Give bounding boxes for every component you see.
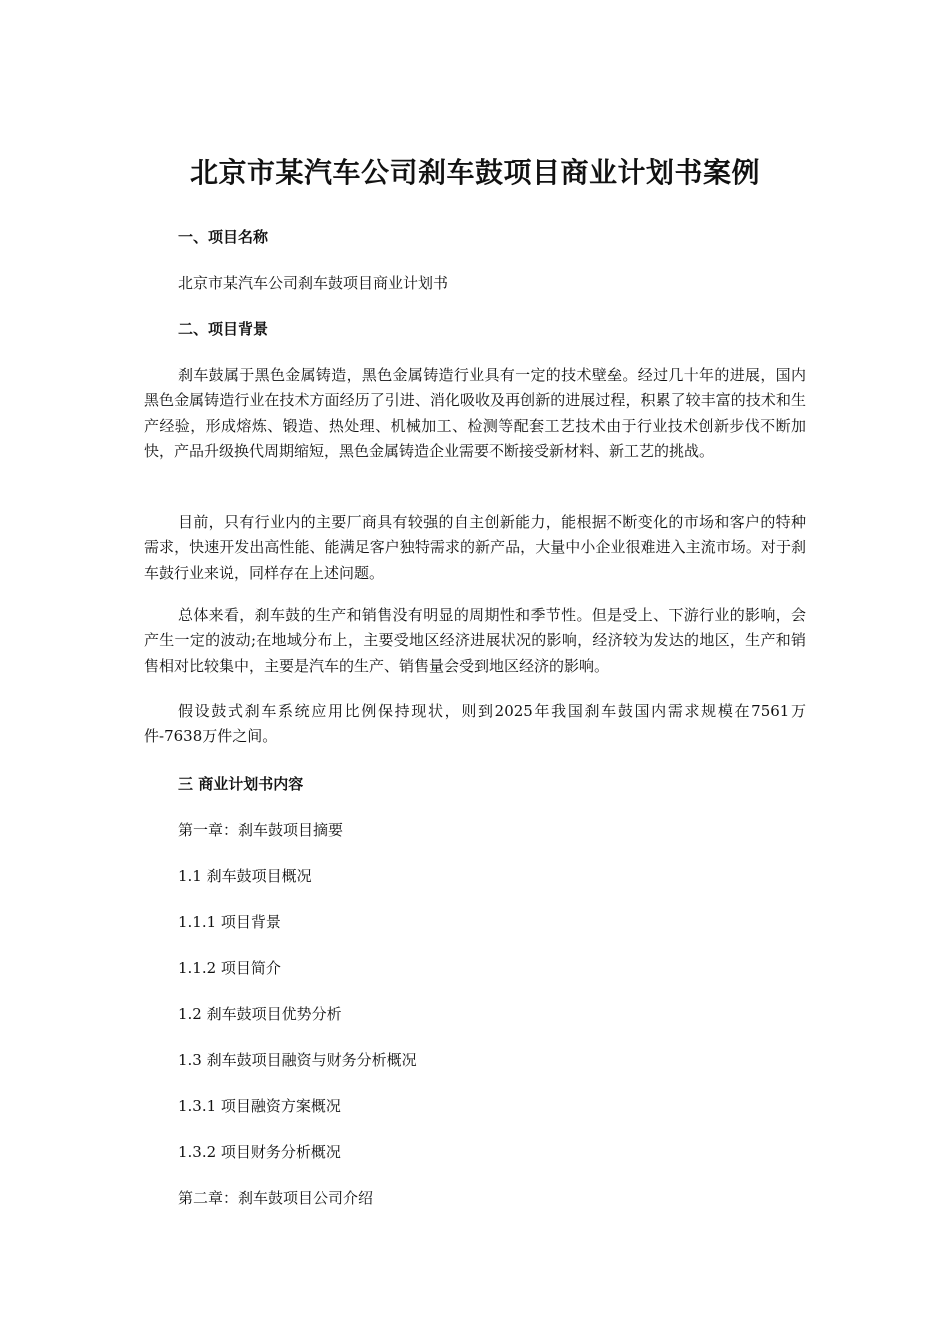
toc-item: 1.3 刹车鼓项目融资与财务分析概况 [178, 1051, 417, 1069]
section-heading-project-name: 一、项目名称 [178, 228, 269, 246]
toc-item: 第一章：刹车鼓项目摘要 [178, 821, 344, 839]
toc-item: 1.1 刹车鼓项目概况 [178, 867, 312, 885]
background-paragraph-3: 总体来看，刹车鼓的生产和销售没有明显的周期性和季节性。但是受上、下游行业的影响，会产生一定的波动;在地域分布上，主要受地区经济进展状况的影响，经济较为发达的地区，生产和销售相对比较集中，主要是汽车的生产、销售量会受到地区经济的影响。 [144, 606, 806, 675]
toc-item: 1.1.1 项目背景 [178, 913, 281, 931]
toc-item: 1.3.1 项目融资方案概况 [178, 1097, 341, 1115]
section-heading-project-background: 二、项目背景 [178, 320, 269, 338]
background-paragraph-1: 刹车鼓属于黑色金属铸造，黑色金属铸造行业具有一定的技术壁垒。经过几十年的进展，国内黑色金属铸造行业在技术方面经历了引进、消化吸收及再创新的进展过程，积累了较丰富的技术和生产经验，形成熔炼、锻造、热处理、机械加工、检测等配套工艺技术由于行业技术创新步伐不断加快，产品升级换代周期缩短，黑色金属铸造企业需要不断接受新材料、新工艺的挑战。 [144, 366, 806, 460]
background-paragraph-2: 目前，只有行业内的主要厂商具有较强的自主创新能力，能根据不断变化的市场和客户的特种需求，快速开发出高性能、能满足客户独特需求的新产品，大量中小企业很难进入主流市场。对于刹车鼓行业来说，同样存在上述问题。 [144, 513, 806, 582]
document-title: 北京市某汽车公司刹车鼓项目商业计划书案例 [189, 156, 760, 189]
section-heading-plan-contents: 三 商业计划书内容 [178, 775, 304, 793]
toc-item: 1.1.2 项目简介 [178, 959, 281, 977]
background-paragraph-4: 假设鼓式刹车系统应用比例保持现状，则到2025年我国刹车鼓国内需求规模在7561万件-7638万件之间。 [144, 702, 806, 746]
toc-item: 1.3.2 项目财务分析概况 [178, 1143, 341, 1161]
toc-item: 1.2 刹车鼓项目优势分析 [178, 1005, 342, 1023]
project-name-text: 北京市某汽车公司刹车鼓项目商业计划书 [178, 274, 449, 292]
toc-item: 第二章：刹车鼓项目公司介绍 [178, 1189, 374, 1207]
